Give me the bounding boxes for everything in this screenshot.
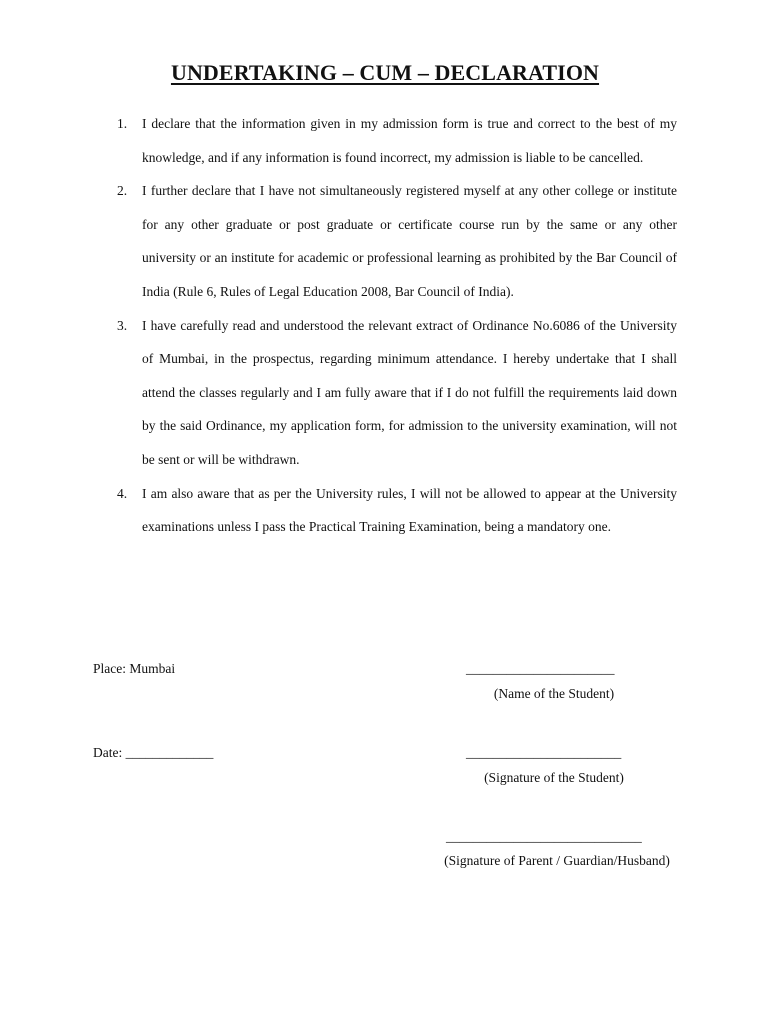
item-text: I am also aware that as per the University rules, I will not be allowed to appear at the University examinations unless I pass the Practical Training Examination, being a mandatory one. — [142, 485, 677, 535]
item-number: 4. — [117, 485, 128, 501]
declaration-item-2 — [0, 174, 677, 308]
item-text: I have carefully read and understood the relevant extract of Ordinance No.6086 of the University of Mumbai, in the prospectus, regarding minimum attendance. I hereby undertake that I shall attend the classes regularly and I am fully aware that if I do not fulfill the requirements laid down by the said Ordinance, my application form, for admission to the university examination, will not be sent or will be withdrawn. — [142, 317, 677, 467]
parent-signature-caption: (Signature of Parent / Guardian/Husband) — [444, 853, 670, 868]
date-label: Date: _____________ — [93, 745, 214, 760]
declaration-list — [0, 107, 770, 544]
item-number: 1. — [117, 116, 128, 131]
declaration-item-4 — [0, 477, 677, 544]
place-label: Place: Mumbai — [93, 661, 176, 676]
item-number: 2. — [117, 183, 128, 199]
student-signature-line: _______________________ — [466, 745, 622, 760]
item-text: I further declare that I have not simultaneously registered myself at any other college or institute for any other graduate or post graduate or certificate course run by the same or any other university or an institute for academic or professional learning as prohibited by the Bar Council of India (Rule 6, Rules of Legal Education 2008, Bar Council of India). — [142, 183, 677, 299]
declaration-item-1 — [0, 107, 677, 174]
parent-signature-line: _____________________________ — [446, 829, 642, 844]
item-text: I declare that the information given in my admission form is true and correct to the best of my knowledge, and if any information is found incorrect, my admission is liable to be cancelled. — [142, 116, 677, 165]
document-title: UNDERTAKING – CUM – DECLARATION — [170, 60, 600, 85]
item-number: 3. — [117, 317, 128, 333]
student-signature-caption: (Signature of the Student) — [484, 770, 624, 785]
declaration-item-3 — [0, 309, 677, 477]
student-name-caption: (Name of the Student) — [493, 686, 615, 701]
student-name-line: ______________________ — [466, 661, 615, 676]
